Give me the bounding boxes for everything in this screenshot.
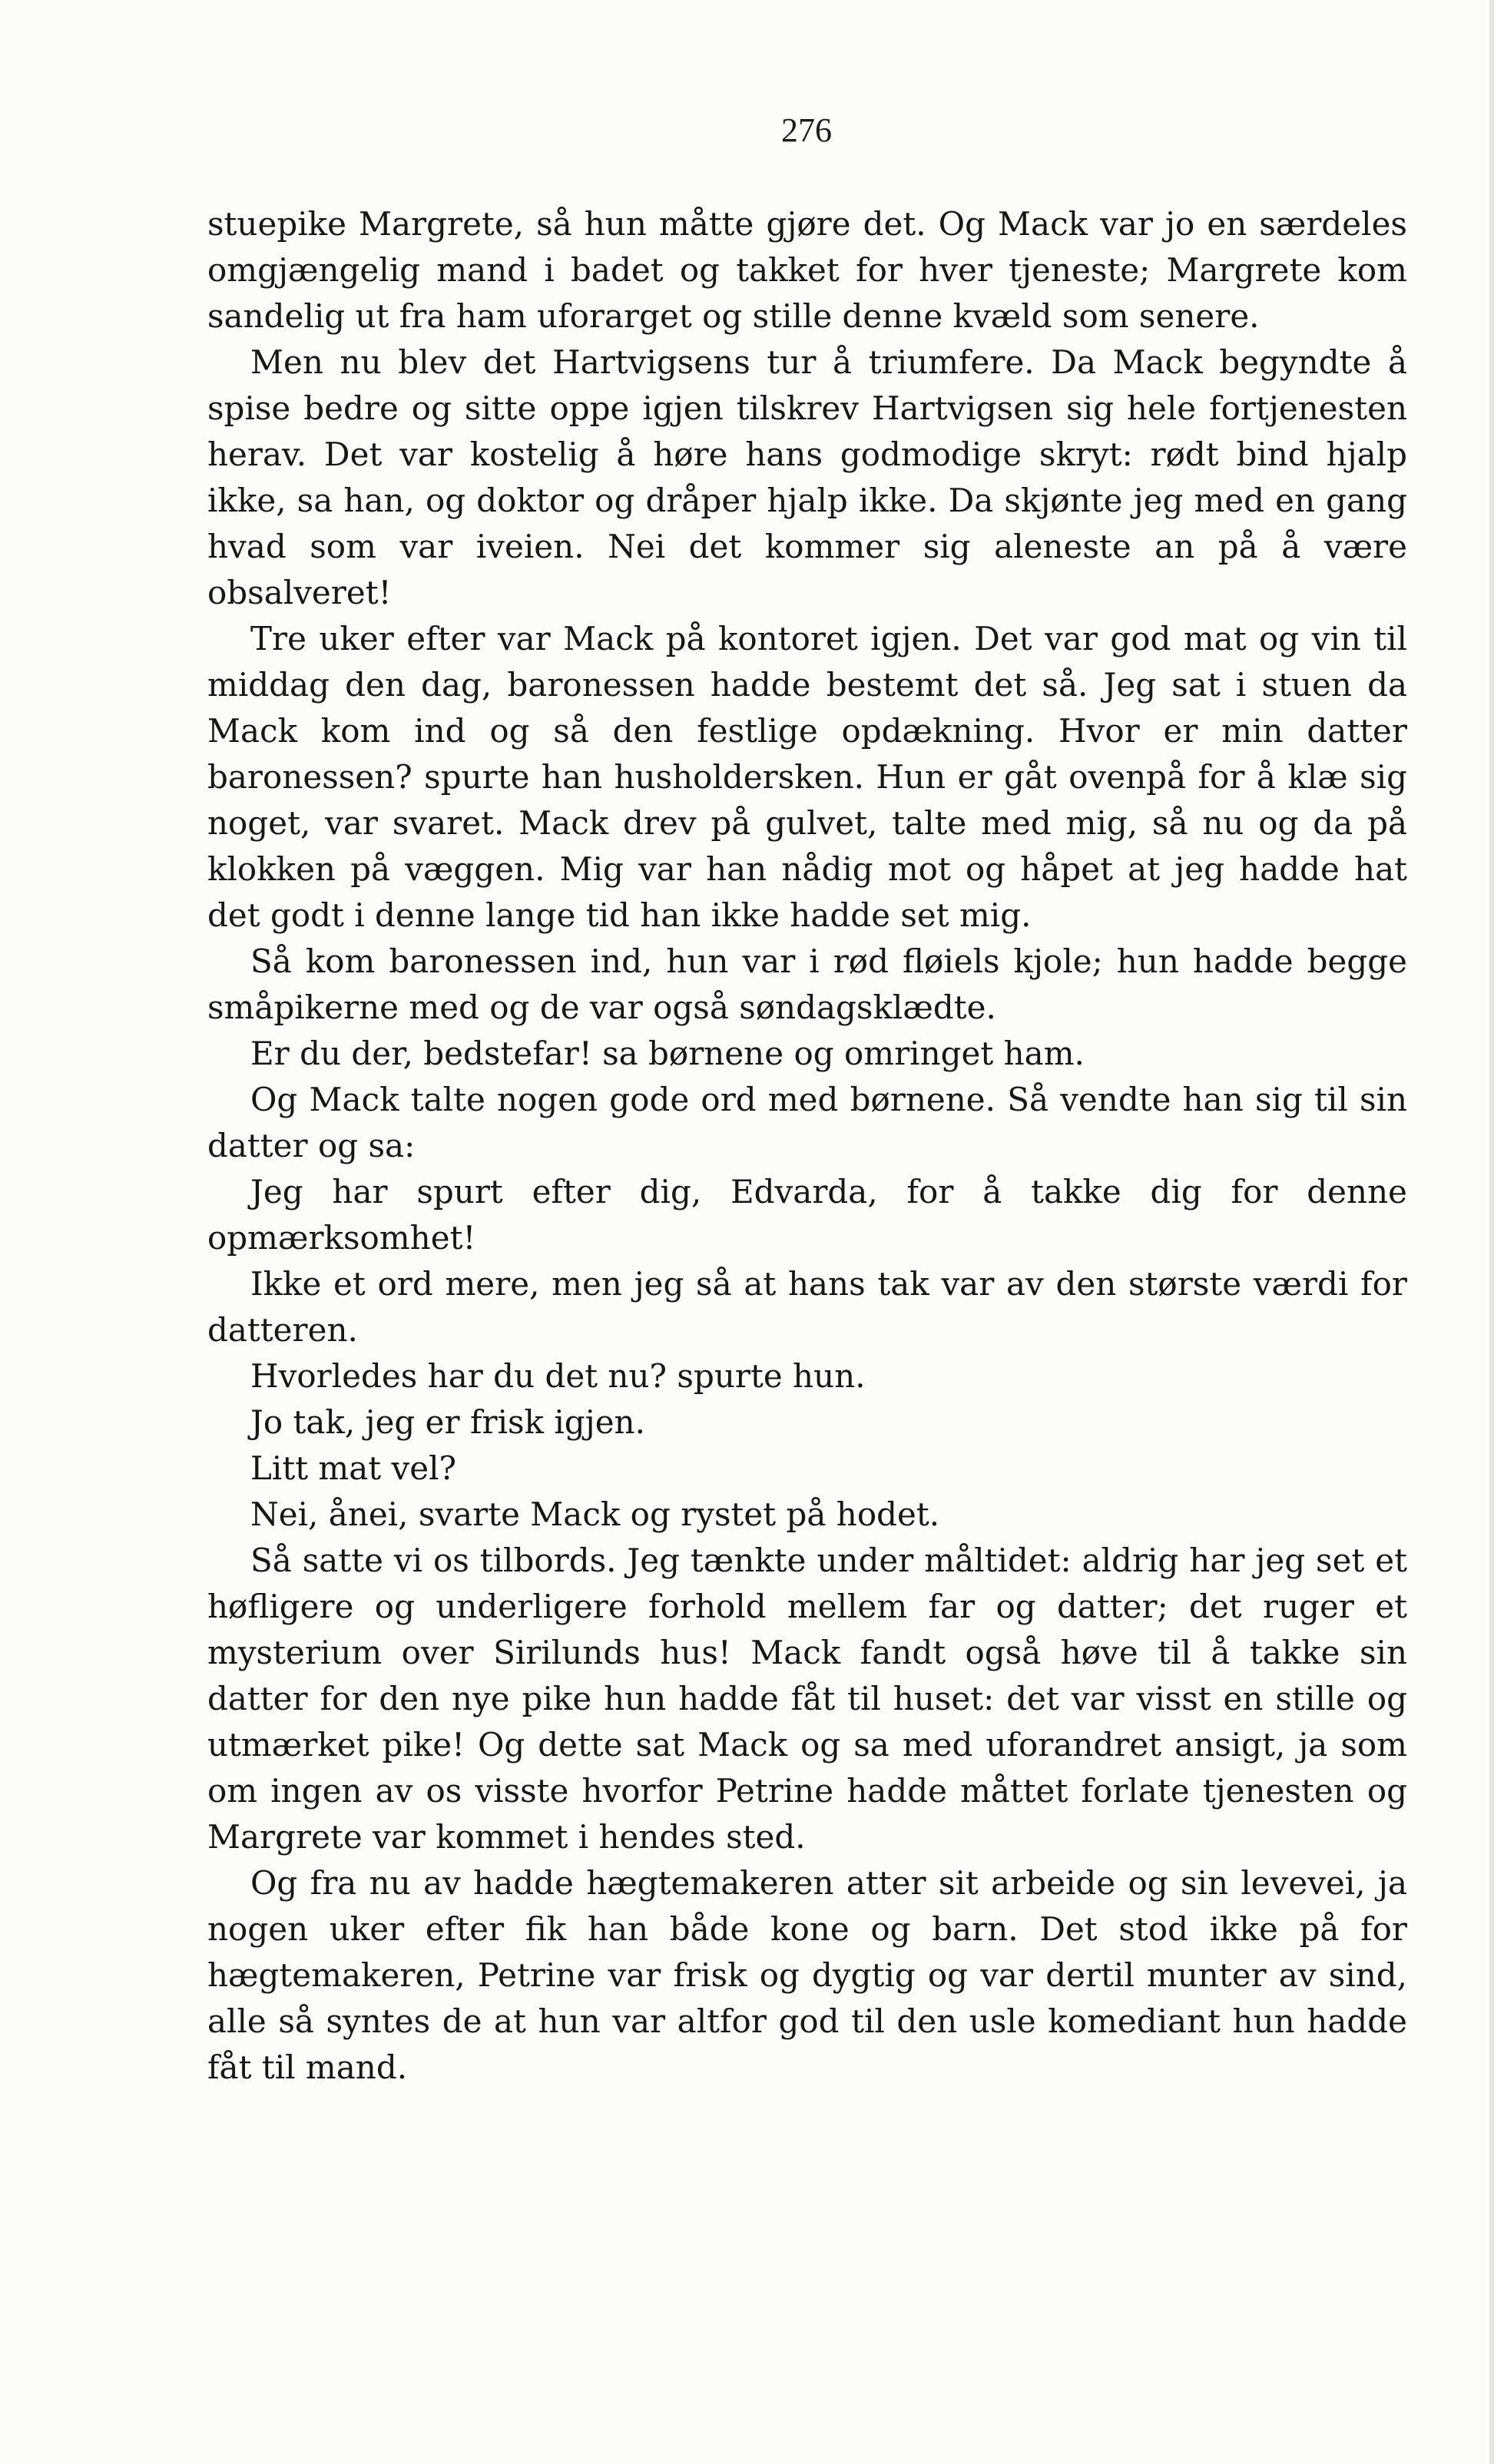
paragraph-11: Litt mat vel?: [250, 1449, 457, 1487]
paragraph-4: Så kom baronessen ind, hun var i rød fløiels kjole; hun hadde begge småpikerne med og de var også søndagsklædte.: [207, 942, 1407, 1026]
paragraph-7: Jeg har spurt efter dig, Edvarda, for å takke dig for denne opmærksomhet!: [207, 1173, 1407, 1257]
paragraph-3: Tre uker efter var Mack på kontoret igjen. Det var god mat og vin til middag den dag, baronessen hadde bestemt det så. Jeg sat i stuen da Mack kom ind og så den festlige opdækning. Hvor er min datter baronessen? spurte han husholdersken. Hun er gåt ovenpå for å klæ sig noget, var svaret. Mack drev på gulvet, talte med mig, så nu og da på klokken på væggen. Mig var han nådig mot og håpet at jeg hadde hat det godt i denne lange tid han ikke hadde set mig.: [207, 620, 1407, 934]
body-text: [207, 201, 1407, 2091]
paragraph-9: Hvorledes har du det nu? spurte hun.: [250, 1357, 866, 1395]
paragraph-5: Er du der, bedstefar! sa børnene og omringet ham.: [250, 1035, 1085, 1072]
paragraph-12: Nei, ånei, svarte Mack og rystet på hodet.: [250, 1495, 940, 1533]
paragraph-8: Ikke et ord mere, men jeg så at hans tak var av den største værdi for datteren.: [207, 1265, 1407, 1349]
paragraph-10: Jo tak, jeg er frisk igjen.: [250, 1403, 645, 1441]
paragraph-2: Men nu blev det Hartvigsens tur å triumfere. Da Mack begyndte å spise bedre og sitte oppe igjen tilskrev Hartvigsen sig hele fortjenesten herav. Det var kostelig å høre hans godmodige skryt: rødt bind hjalp ikke, sa han, og doktor og dråper hjalp ikke. Da skjønte jeg med en gang hvad som var iveien. Nei det kommer sig aleneste an på å være obsalveret!: [207, 343, 1407, 611]
page-edge: [1489, 0, 1494, 2464]
paragraph-13: Så satte vi os tilbords. Jeg tænkte under måltidet: aldrig har jeg set et høfligere og underligere forhold mellem far og datter; det ruger et mysterium over Sirilunds hus! Mack fandt også høve til å takke sin datter for den nye pike hun hadde fåt til huset: det var visst en stille og utmærket pike! Og dette sat Mack og sa med uforandret ansigt, ja som om ingen av os visste hvorfor Petrine hadde måttet forlate tjenesten og Margrete var kommet i hendes sted.: [207, 1542, 1407, 1856]
paragraph-1: stuepike Margrete, så hun måtte gjøre det. Og Mack var jo en særdeles omgjængelig mand i badet og takket for hver tjeneste; Margrete kom sandelig ut fra ham uforarget og stille denne kvæld som senere.: [207, 205, 1407, 335]
page-number: 276: [781, 111, 832, 149]
paragraph-14: Og fra nu av hadde hægtemakeren atter sit arbeide og sin levevei, ja nogen uker efter fik han både kone og barn. Det stod ikke på for hægtemakeren, Petrine var frisk og dygtig og var dertil munter av sind, alle så syntes de at hun var altfor god til den usle komediant hun hadde fåt til mand.: [207, 1864, 1407, 2086]
paragraph-6: Og Mack talte nogen gode ord med børnene. Så vendte han sig til sin datter og sa:: [207, 1081, 1407, 1164]
